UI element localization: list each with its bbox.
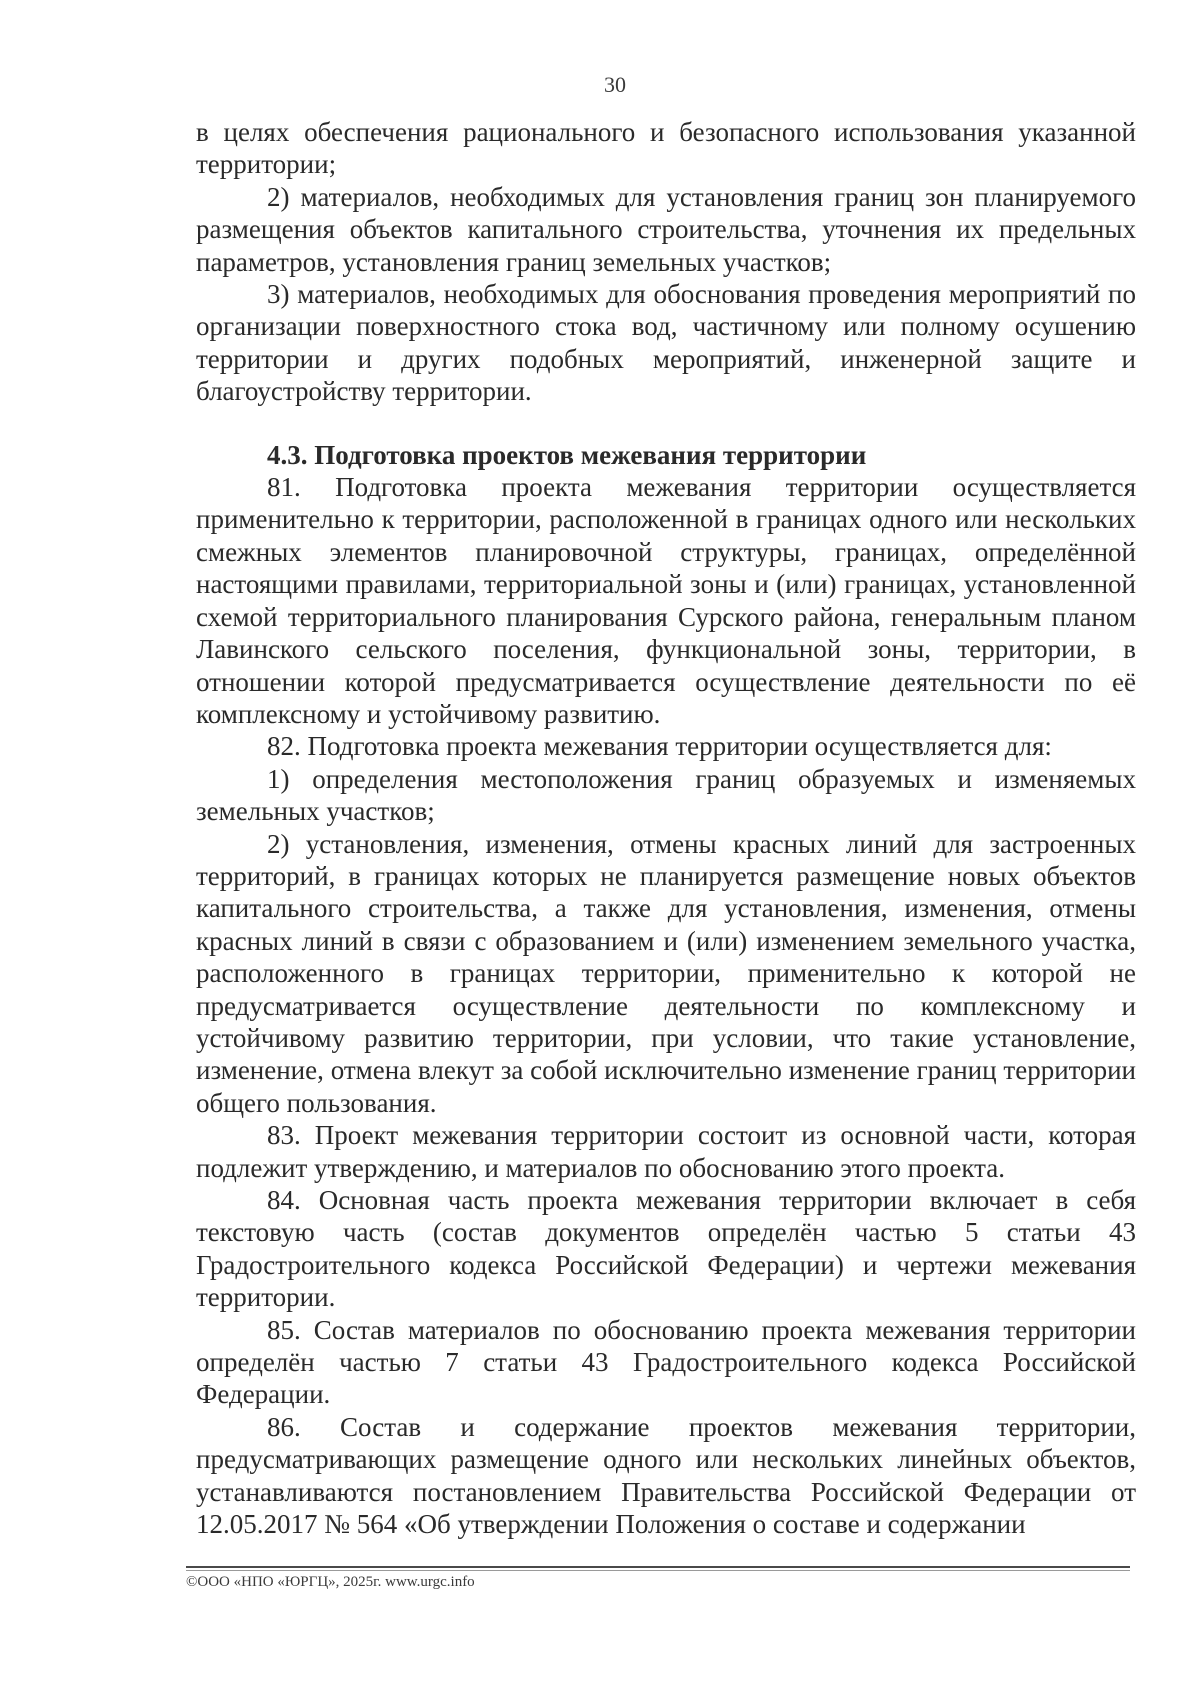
page-content: [196, 116, 1136, 1540]
paragraph-82-item-2: 2) установления, изменения, отмены красных линий для застроенных территорий, в границах которых не планируется размещение новых объектов капитального строительства, а также для установления, изменения, отмены красных линий в связи с образованием и (или) изменением земельного участка, расположенного в границах территории, применительно к которой не предусматривается осуществление деятельности по комплексному и устойчивому развитию территории, при условии, что такие установление, изменение, отмена влекут за собой исключительно изменение границ территории общего пользования.: [196, 828, 1136, 1118]
paragraph-84: 84. Основная часть проекта межевания территории включает в себя текстовую часть (состав документов определён частью 5 статьи 43 Градостроительного кодекса Российской Федерации) и чертежи межевания территории.: [196, 1185, 1136, 1313]
paragraph-82: 82. Подготовка проекта межевания территории осуществляется для:: [267, 731, 1052, 762]
paragraph-81: 81. Подготовка проекта межевания территории осуществляется применительно к территории, расположенной в границах одного или нескольких смежных элементов планировочной структуры, границах, определённой настоящими правилами, территориальной зоны и (или) границах, установленной схемой территориального планирования Сурского района, генеральным планом Лавинского сельского поселения, функциональной зоны, территории, в отношении которой предусматривается осуществление деятельности по её комплексному и устойчивому развитию.: [196, 472, 1136, 729]
section-heading: 4.3. Подготовка проектов межевания территории: [267, 439, 867, 470]
paragraph-item-2: 2) материалов, необходимых для установления границ зон планируемого размещения объектов капитального строительства, уточнения их предельных параметров, установления границ земельных участков;: [196, 181, 1136, 277]
paragraph-83: 83. Проект межевания территории состоит из основной части, которая подлежит утверждению, и материалов по обоснованию этого проекта.: [196, 1120, 1136, 1183]
footer-divider-thin: [186, 1570, 1130, 1571]
footer-copyright: ©ООО «НПО «ЮРГЦ», 2025г. www.urgc.info: [186, 1574, 475, 1590]
paragraph-86: 86. Состав и содержание проектов межевания территории, предусматривающих размещение одного или нескольких линейных объектов, устанавливаются постановлением Правительства Российской Федерации от 12.05.2017 № 564 «Об утверждении Положения о составе и содержании: [196, 1411, 1136, 1540]
paragraph-85: 85. Состав материалов по обоснованию проекта межевания территории определён частью 7 статьи 43 Градостроительного кодекса Российской Федерации.: [196, 1314, 1136, 1410]
paragraph-82-item-1: 1) определения местоположения границ образуемых и изменяемых земельных участков;: [196, 763, 1136, 827]
paragraph-continuation: в целях обеспечения рационального и безопасного использования указанной территории;: [196, 117, 1136, 180]
footer-divider: [186, 1566, 1130, 1568]
page-number: 30: [604, 72, 626, 97]
paragraph-item-3: 3) материалов, необходимых для обоснования проведения мероприятий по организации поверхностного стока вод, частичному или полному осушению территории и других подобных мероприятий, инженерной защите и благоустройству территории.: [196, 279, 1136, 407]
